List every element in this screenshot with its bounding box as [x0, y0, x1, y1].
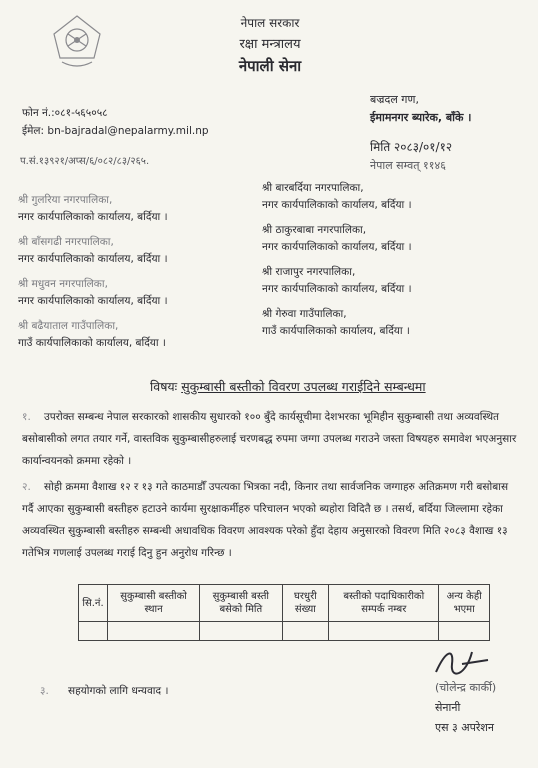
closing-text: सहयोगको लागि धन्यवाद । [68, 685, 169, 697]
paragraph-text: सोही क्रममा वैशाख १२ र १३ गते काठमाडौँ उपत्यका भित्रका नदी, किनार तथा सार्वजनिक जग्गाहरु अतिक्रमण गरी बसोबास गर्दै आएका सुकुम्बासी बस्तीहरु हटाउने कार्यमा सुरक्षाकर्मीहरु परिचालन भएको ब्यहोरा विदितै छ । तसर्थ, बर्दिया जिल्लामा रहेका अव्यवस्थित सुकुम्बासी बस्तीहरु सम्बन्धी अधावधिक विवरण आवश्यक परेको हुँदा देहाय अनुसारको विवरण मिति २०८३ वैशाख १३ गतेभित्र गणलाई उपलब्ध गराई दिनु हुन अनुरोध गरिन्छ । [22, 481, 509, 559]
table-header: सुकुम्बासी बस्तीको स्थान [107, 585, 199, 622]
header-line-1: नेपाल सरकार [240, 16, 300, 30]
table-cell [79, 622, 108, 641]
table-header: अन्य केही भएमा [439, 585, 490, 622]
closing-number: ३. [40, 685, 49, 697]
nepal-sambat-date: नेपाल सम्वत् ११४६ [370, 159, 446, 172]
paragraph-number: २. [22, 481, 31, 493]
recipient-name: श्री ठाकुरबाबा नगरपालिका, [262, 224, 367, 236]
recipients-left [18, 192, 253, 360]
recipient-office: नगर कार्यपालिकाको कार्यालय, बर्दिया । [18, 211, 168, 223]
paragraph-text: उपरोक्त सम्बन्ध नेपाल सरकारको शासकीय सुधारको १०० बुँदे कार्यसूचीमा देशभरका भूमिहीन सुकुम्बासी तथा अव्यवस्थित बसोबासीको लगत तयार गर्ने, वास्तविक सुकुम्बासीहरुलाई चरणबद्ध रुपमा जग्गा उपलब्ध गराउने जस्ता विषयहरु समावेश भएअनुसार कार्यान्वयनको क्रममा रहेको । [22, 411, 517, 467]
table-cell [439, 622, 490, 641]
sender-address-line-2: ईमामनगर ब्यारेक, बाँके । [370, 111, 472, 124]
table-row [79, 622, 490, 641]
letter-date: मिति २०८३/०१/१२ [370, 140, 453, 154]
recipient-office: नगर कार्यपालिकाको कार्यालय, बर्दिया । [262, 199, 412, 211]
recipient-office: नगर कार्यपालिकाको कार्यालय, बर्दिया । [18, 295, 168, 307]
recipient-office: गाउँ कार्यपालिकाको कार्यालय, बर्दिया । [18, 337, 166, 349]
recipient-name: श्री गुलरिया नगरपालिका, [18, 194, 113, 206]
table-header: बस्तीको पदाधिकारीको सम्पर्क नम्बर [329, 585, 439, 622]
header-line-2: रक्षा मन्त्रालय [239, 37, 301, 52]
closing-line [40, 684, 168, 698]
recipient-office: नगर कार्यपालिकाको कार्यालय, बर्दिया । [262, 283, 412, 295]
table-cell [329, 622, 439, 641]
signer-rank: सेनानी [435, 701, 461, 714]
table-header-row [79, 585, 490, 622]
paragraph-2 [22, 476, 522, 564]
signature-icon [432, 642, 492, 680]
recipients-right [262, 180, 522, 348]
subject-text: सुकुम्बासी बस्तीको विवरण उपलब्ध गराईदिने सम्बन्धमा [181, 379, 426, 394]
email-address[interactable]: ईमेल: bn-bajradal@nepalarmy.mil.np [22, 125, 209, 137]
signer-role: एस ३ अपरेशन [435, 721, 494, 734]
table-header: सि.नं. [79, 585, 108, 622]
recipient-name: श्री मधुवन नगरपालिका, [18, 278, 108, 290]
recipient [18, 234, 253, 268]
table-header: सुकुम्बासी बस्ती बसेको मिति [200, 585, 282, 622]
sender-address-line-1: बज्रदल गण, [370, 93, 419, 106]
recipient-name: श्री गेरुवा गाउँपालिका, [262, 308, 347, 320]
recipient [18, 192, 253, 226]
table-header: घरधुरी संख्या [282, 585, 329, 622]
reference-number: प.सं.१३९२१/अप्स/६/०८२/८३/२६५. [20, 156, 150, 167]
paragraph-1 [22, 406, 522, 472]
recipient [18, 318, 253, 352]
details-table [78, 584, 490, 641]
recipient-office: नगर कार्यपालिकाको कार्यालय, बर्दिया । [262, 241, 412, 253]
subject-label: विषयः [150, 379, 178, 394]
recipient [18, 276, 253, 310]
recipient [262, 180, 522, 214]
recipient [262, 222, 522, 256]
paragraph-number: १. [22, 411, 31, 423]
recipient-office: गाउँ कार्यपालिकाको कार्यालय, बर्दिया । [262, 325, 410, 337]
table-cell [200, 622, 282, 641]
recipient-name: श्री बाँसगढी नगरपालिका, [18, 236, 114, 248]
recipient-name: श्री राजापुर नगरपालिका, [262, 266, 356, 278]
recipient-name: श्री बढैयाताल गाउँपालिका, [18, 320, 119, 332]
subject-line [150, 378, 426, 395]
recipient-name: श्री बारबर्दिया नगरपालिका, [262, 182, 364, 194]
recipient-office: नगर कार्यपालिकाको कार्यालय, बर्दिया । [18, 253, 168, 265]
header-line-3: नेपाली सेना [238, 57, 302, 75]
table-cell [107, 622, 199, 641]
phone-number: फोन नं.:०८१-५६५०५८ [22, 107, 108, 119]
recipient [262, 264, 522, 298]
nepal-emblem-icon [40, 12, 114, 72]
signer-name: (चोलेन्द्र कार्की) [435, 681, 497, 694]
table-cell [282, 622, 329, 641]
recipient [262, 306, 522, 340]
